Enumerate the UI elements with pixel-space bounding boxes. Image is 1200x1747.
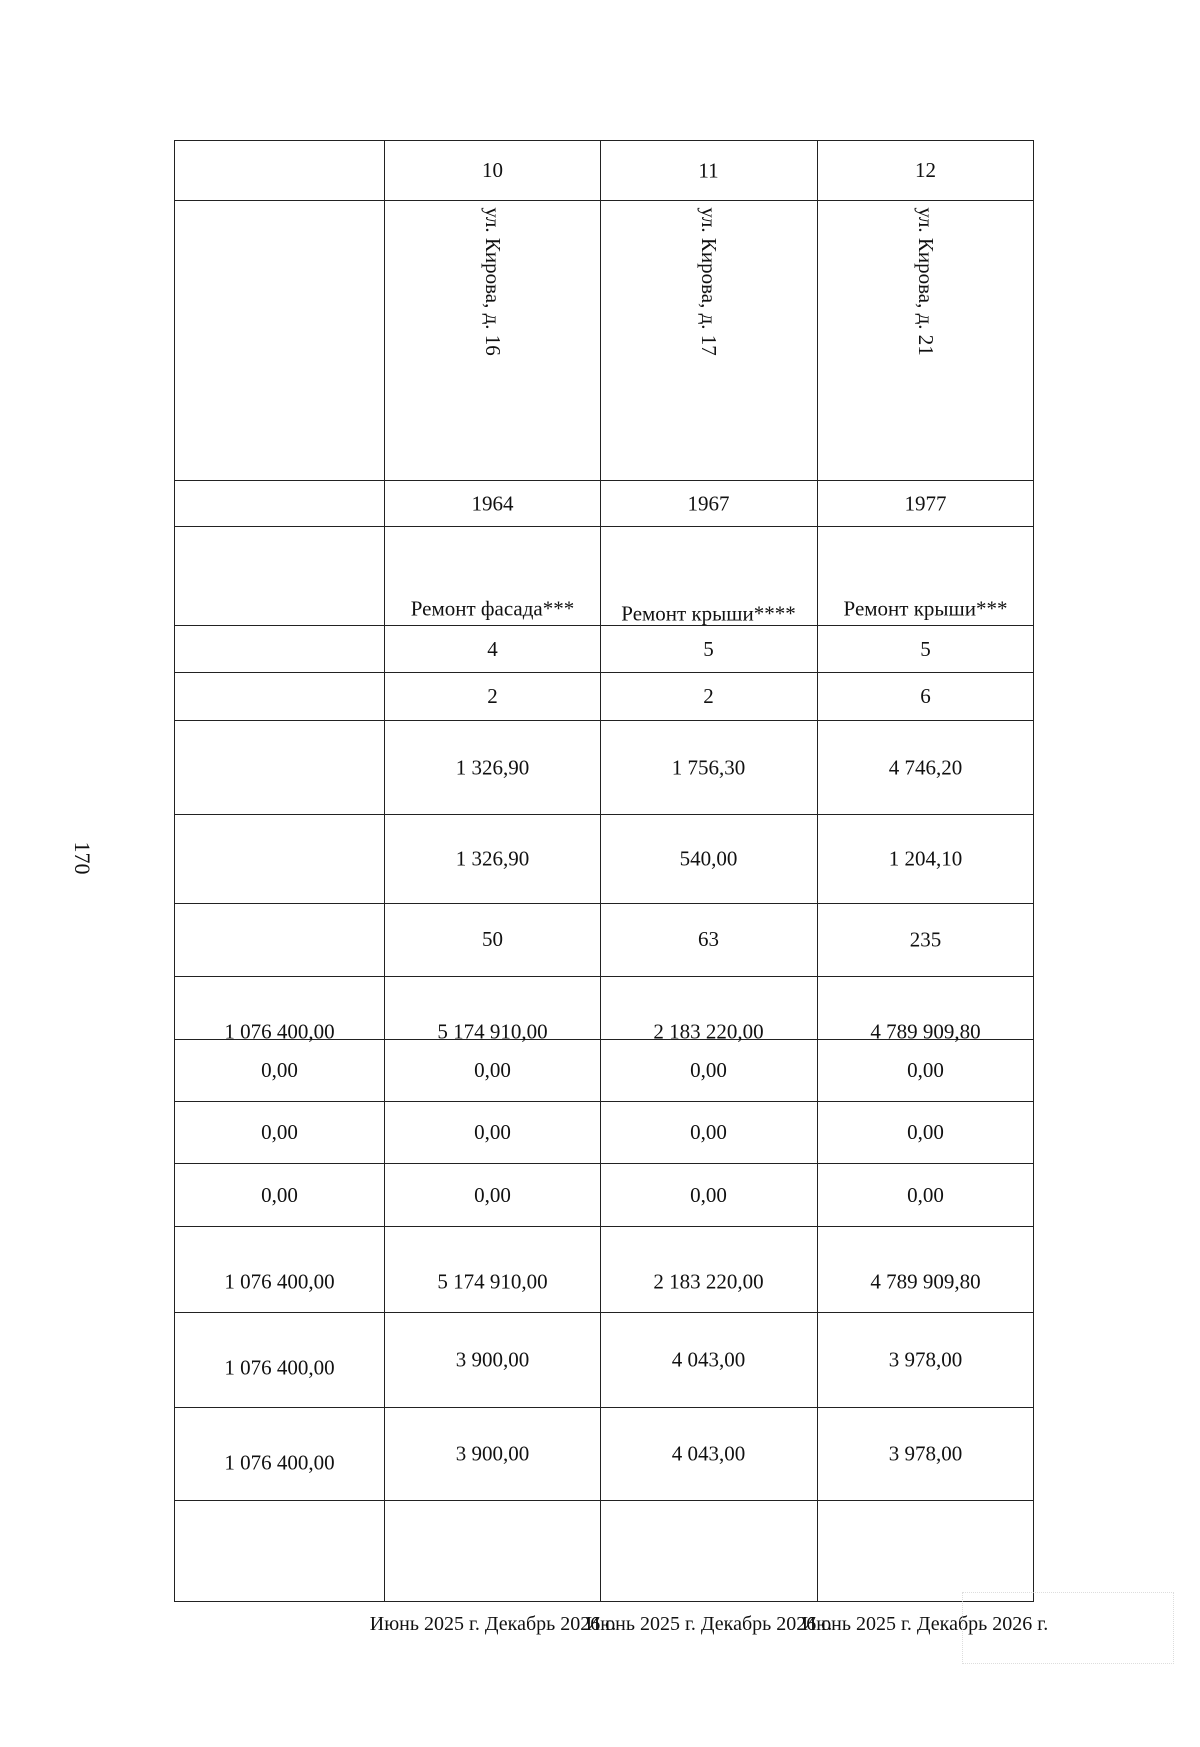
- totals-total-area: [175, 720, 385, 815]
- table-row: [384, 141, 600, 1602]
- year-cell: 1964: [384, 481, 600, 526]
- fund-cell-b: 0,00: [817, 1102, 1033, 1164]
- totals-living-area: [175, 815, 385, 903]
- totals-entrances: [175, 673, 385, 720]
- row-number: 10: [384, 141, 600, 201]
- fund-cell-c: 0,00: [384, 1164, 600, 1226]
- year-cell: 1977: [817, 481, 1033, 526]
- fund-cell-c: 0,00: [817, 1164, 1033, 1226]
- owners-funds-cell: 5 174 910,00: [384, 1226, 600, 1312]
- row-number: 12: [817, 141, 1033, 201]
- cost-total-cell: 5 174 910,00: [384, 977, 600, 1039]
- floors-cell: 5: [817, 625, 1033, 672]
- living-area-cell: 540,00: [601, 815, 817, 903]
- residents-cell: 63: [601, 903, 817, 976]
- totals-year: [175, 481, 385, 526]
- totals-max-unit-cost: 1 076 400,00: [175, 1407, 385, 1500]
- totals-row: [175, 141, 385, 1602]
- living-area-cell: 1 204,10: [817, 815, 1033, 903]
- page-number: 170: [70, 841, 95, 875]
- unit-cost-cell: 3 900,00: [384, 1313, 600, 1408]
- fund-cell-a: 0,00: [384, 1039, 600, 1101]
- living-area-cell: 1 326,90: [384, 815, 600, 903]
- residents-cell: 235: [817, 903, 1033, 976]
- period-cell: Июнь 2025 г. Декабрь 2026 г.: [817, 1500, 1033, 1601]
- fund-cell-c: 0,00: [601, 1164, 817, 1226]
- floors-cell: 5: [601, 625, 817, 672]
- max-unit-cost-cell: 4 043,00: [601, 1407, 817, 1500]
- total-area-cell: 1 756,30: [601, 720, 817, 815]
- work-type-cell: Ремонт крыши***: [817, 526, 1033, 625]
- address-cell: ул. Кирова, д. 17: [601, 201, 817, 481]
- entrances-cell: 2: [601, 673, 817, 720]
- table-row: [817, 141, 1033, 1602]
- table-rotated-container: [174, 140, 1049, 1635]
- unit-cost-cell: 4 043,00: [601, 1313, 817, 1408]
- work-type-cell: Ремонт фасада***: [384, 526, 600, 625]
- totals-number: [175, 141, 385, 201]
- address-cell: ул. Кирова, д. 16: [384, 201, 600, 481]
- fund-cell-b: 0,00: [601, 1102, 817, 1164]
- entrances-cell: 2: [384, 673, 600, 720]
- totals-address: [175, 201, 385, 481]
- entrances-cell: 6: [817, 673, 1033, 720]
- totals-floors: [175, 625, 385, 672]
- year-cell: 1967: [601, 481, 817, 526]
- totals-fund-c: 0,00: [175, 1164, 385, 1226]
- work-type-cell: Ремонт крыши****: [601, 526, 817, 625]
- max-unit-cost-cell: 3 978,00: [817, 1407, 1033, 1500]
- total-area-cell: 1 326,90: [384, 720, 600, 815]
- period-cell: Июнь 2025 г. Декабрь 2026 г.: [601, 1500, 817, 1601]
- totals-residents: [175, 903, 385, 976]
- period-cell: Июнь 2025 г. Декабрь 2026 г.: [384, 1500, 600, 1601]
- unit-cost-cell: 3 978,00: [817, 1313, 1033, 1408]
- owners-funds-cell: 4 789 909,80: [817, 1226, 1033, 1312]
- totals-fund-a: 0,00: [175, 1039, 385, 1101]
- floors-cell: 4: [384, 625, 600, 672]
- fund-cell-a: 0,00: [601, 1039, 817, 1101]
- total-area-cell: 4 746,20: [817, 720, 1033, 815]
- totals-period: [175, 1500, 385, 1601]
- cost-total-cell: 4 789 909,80: [817, 977, 1033, 1039]
- totals-fund-b: 0,00: [175, 1102, 385, 1164]
- owners-funds-cell: 2 183 220,00: [601, 1226, 817, 1312]
- table-grid: [174, 140, 1049, 1635]
- table-row: [601, 141, 817, 1602]
- totals-owners-funds: 1 076 400,00: [175, 1226, 385, 1312]
- totals-work: [175, 526, 385, 625]
- max-unit-cost-cell: 3 900,00: [384, 1407, 600, 1500]
- address-cell: ул. Кирова, д. 21: [817, 201, 1033, 481]
- totals-unit-cost: 1 076 400,00: [175, 1313, 385, 1408]
- totals-cost-total: 1 076 400,00: [175, 977, 385, 1039]
- fund-cell-b: 0,00: [384, 1102, 600, 1164]
- row-number: 11: [601, 141, 817, 201]
- residents-cell: 50: [384, 903, 600, 976]
- faint-stamp-mark: [962, 1592, 1174, 1664]
- fund-cell-a: 0,00: [817, 1039, 1033, 1101]
- cost-total-cell: 2 183 220,00: [601, 977, 817, 1039]
- repair-schedule-table: [174, 140, 1049, 1635]
